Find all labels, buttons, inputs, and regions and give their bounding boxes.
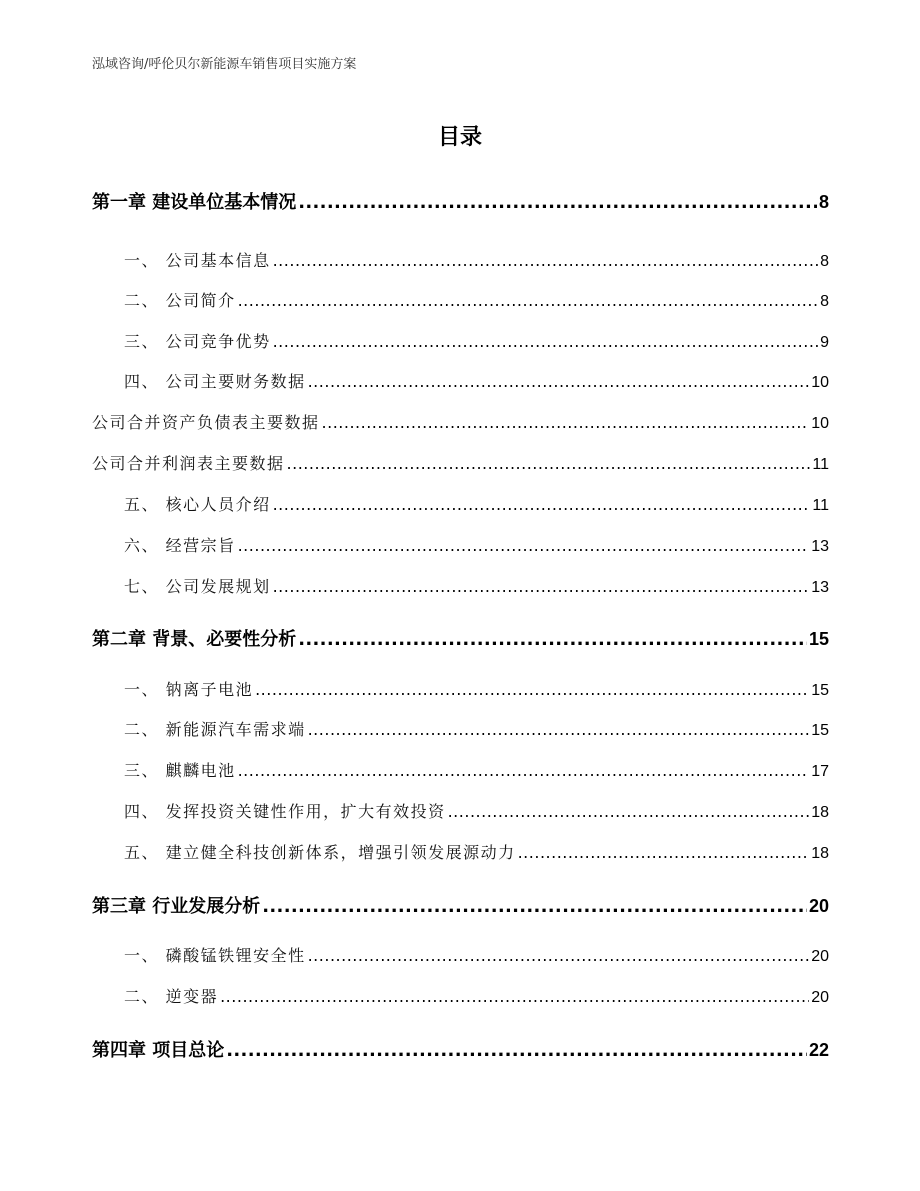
- toc-page-number: 20: [811, 948, 829, 965]
- toc-entry-label: 第三章 行业发展分析: [92, 896, 261, 917]
- toc-dot-leader: [322, 413, 810, 432]
- toc-entry-label: 公司合并资产负债表主要数据: [92, 413, 320, 432]
- toc-section-entry[interactable]: [92, 840, 829, 863]
- toc-page-number: 22: [808, 1040, 829, 1060]
- toc-page-number: 13: [811, 538, 829, 555]
- toc-section-entry[interactable]: [92, 329, 829, 352]
- toc-dot-leader: [273, 577, 810, 596]
- toc-page-number: 20: [808, 896, 829, 916]
- toc-page-number: 13: [811, 579, 829, 596]
- toc-entry-label: 第四章 项目总论: [92, 1040, 225, 1061]
- toc-dot-leader: [448, 802, 810, 821]
- toc-entry-label: 第二章 背景、必要性分析: [92, 629, 297, 650]
- toc-dot-leader: [308, 372, 810, 391]
- toc-page-number: 20: [811, 989, 829, 1006]
- toc-dot-leader: [298, 629, 807, 650]
- toc-section-entry[interactable]: [92, 677, 829, 700]
- toc-page-number: 11: [812, 456, 829, 473]
- toc-section-entry[interactable]: [92, 451, 829, 474]
- toc-dot-leader: [518, 843, 810, 862]
- toc-dot-leader: [255, 680, 809, 699]
- toc-dot-leader: [298, 192, 817, 213]
- toc-dot-leader: [220, 987, 809, 1006]
- toc-page-number: 11: [812, 497, 829, 514]
- toc-page-number: 15: [811, 682, 829, 699]
- toc-dot-leader: [238, 536, 810, 555]
- toc-entry-label: 三、 麒麟电池: [124, 761, 236, 780]
- toc-section-entry[interactable]: [92, 369, 829, 392]
- toc-section-entry[interactable]: [92, 574, 829, 597]
- toc-entry-label: 五、 核心人员介绍: [124, 495, 271, 514]
- toc-page-number: 8: [818, 192, 829, 212]
- toc-entry-label: 一、 磷酸锰铁锂安全性: [124, 946, 306, 965]
- toc-dot-leader: [273, 332, 819, 351]
- toc-dot-leader: [273, 251, 819, 270]
- toc-entry-label: 四、 公司主要财务数据: [124, 372, 306, 391]
- toc-dot-leader: [273, 495, 811, 514]
- toc-entry-label: 一、 公司基本信息: [124, 251, 271, 270]
- toc-section-entry[interactable]: [92, 799, 829, 822]
- toc-chapter-entry[interactable]: [92, 625, 829, 651]
- toc-dot-leader: [308, 720, 810, 739]
- toc-entry-label: 七、 公司发展规划: [124, 577, 271, 596]
- toc-entry-label: 六、 经营宗旨: [124, 536, 236, 555]
- toc-entry-label: 二、 公司简介: [124, 291, 236, 310]
- toc-entry-label: 四、 发挥投资关键性作用，扩大有效投资: [124, 802, 446, 821]
- toc-page-number: 15: [811, 722, 829, 739]
- toc-page-number: 10: [811, 374, 829, 391]
- toc-entry-label: 三、 公司竞争优势: [124, 332, 271, 351]
- toc-section-entry[interactable]: [92, 533, 829, 556]
- toc-page-number: 8: [820, 253, 829, 270]
- toc-section-entry[interactable]: [92, 410, 829, 433]
- toc-page-number: 17: [811, 763, 829, 780]
- toc-section-entry[interactable]: [92, 248, 829, 271]
- toc-section-entry[interactable]: [92, 717, 829, 740]
- toc-page-number: 9: [820, 334, 829, 351]
- toc-dot-leader: [238, 291, 819, 310]
- toc-page-number: 18: [811, 845, 829, 862]
- toc-entry-label: 一、 钠离子电池: [124, 680, 254, 699]
- toc-entry-label: 二、 新能源汽车需求端: [124, 720, 306, 739]
- toc-entry-label: 五、 建立健全科技创新体系，增强引领发展源动力: [124, 843, 516, 862]
- toc-section-entry[interactable]: [92, 288, 829, 311]
- toc-page-number: 10: [811, 415, 829, 432]
- toc-section-entry[interactable]: [92, 984, 829, 1007]
- toc-chapter-entry[interactable]: [92, 892, 829, 918]
- toc-dot-leader: [287, 454, 811, 473]
- toc-page-number: 15: [808, 629, 829, 649]
- toc-section-entry[interactable]: [92, 492, 829, 515]
- toc-entry-label: 公司合并利润表主要数据: [92, 454, 285, 473]
- toc-chapter-entry[interactable]: [92, 188, 829, 214]
- toc-section-entry[interactable]: [92, 943, 829, 966]
- toc-page-number: 18: [811, 804, 829, 821]
- running-header: 泓域咨询/呼伦贝尔新能源车销售项目实施方案: [92, 57, 357, 72]
- toc-entry-label: 二、 逆变器: [124, 987, 219, 1006]
- toc-title: 目录: [437, 125, 482, 150]
- toc-dot-leader: [226, 1040, 807, 1061]
- toc-page-number: 8: [820, 293, 829, 310]
- toc-dot-leader: [262, 896, 807, 917]
- toc-chapter-entry[interactable]: [92, 1036, 829, 1062]
- toc-dot-leader: [238, 761, 810, 780]
- toc-section-entry[interactable]: [92, 758, 829, 781]
- toc-dot-leader: [308, 946, 810, 965]
- toc-entry-label: 第一章 建设单位基本情况: [92, 192, 297, 213]
